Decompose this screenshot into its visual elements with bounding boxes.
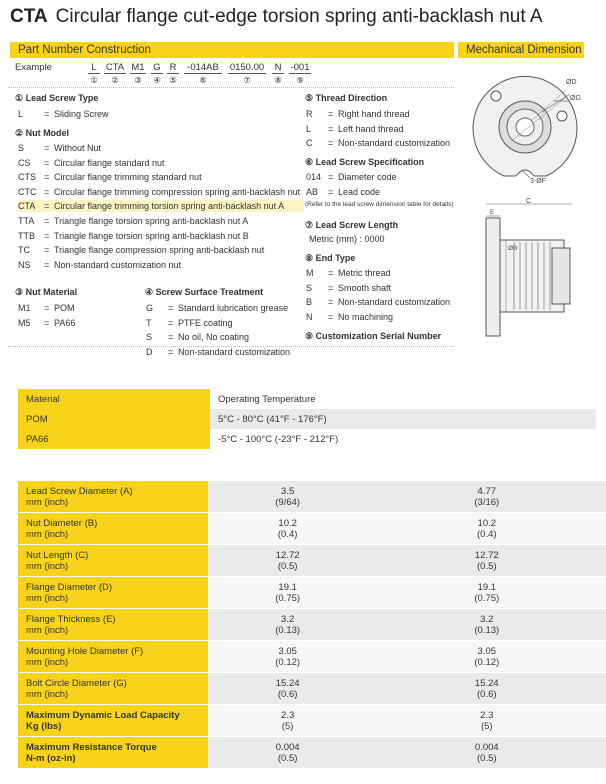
spec-label-cell	[18, 673, 208, 705]
item-key: L	[306, 123, 312, 134]
spec-value: 15.24	[275, 677, 300, 689]
item-value: Non-standard customization nut	[54, 259, 182, 270]
item-value: Sliding Screw	[54, 109, 109, 119]
nut-front-view-drawing	[462, 64, 588, 189]
spec-unit: Kg (lbs)	[26, 720, 62, 732]
item-key: T	[146, 317, 152, 328]
part-code-segment	[228, 62, 266, 86]
spec-label-cell	[18, 577, 208, 609]
item-value: Non-standard customization	[178, 346, 291, 357]
lead-screw-length-text: Metric (mm) : 0000	[309, 234, 385, 244]
spec-value: (0.75)	[474, 592, 500, 604]
page-title	[10, 6, 543, 28]
item-key: M	[306, 268, 314, 278]
spec-value: (0.75)	[275, 592, 301, 604]
spec-value: 0.004	[474, 741, 499, 753]
equals-sign: =	[44, 201, 50, 212]
material-cell: PA66	[18, 429, 210, 449]
spec-value: 3.05	[477, 645, 497, 657]
equals-sign: =	[328, 297, 334, 307]
spec-value-cell	[208, 673, 368, 705]
item-key: CTA	[18, 201, 36, 212]
list-item	[306, 171, 397, 183]
item-value: Circular flange trimming torsion spring anti-backlash nut A	[54, 201, 285, 212]
material-header-row	[18, 389, 596, 409]
item-value: PA66	[54, 317, 76, 328]
item-key: TC	[18, 245, 30, 256]
list-item	[18, 157, 165, 169]
spec-value: (0.5)	[477, 752, 497, 764]
list-item	[18, 142, 101, 154]
spec-unit: mm (inch)	[26, 560, 69, 572]
equals-sign: =	[328, 123, 334, 134]
spec-label: Mounting Hole Diameter (F)	[26, 645, 144, 657]
spec-value-cell	[208, 545, 368, 577]
item-value: PTFE coating	[178, 317, 233, 328]
list-item	[306, 296, 450, 308]
item-key: G	[146, 303, 154, 313]
table-row	[18, 705, 606, 737]
specification-table	[18, 481, 606, 769]
spec-value: 3.5	[281, 485, 295, 497]
item-value: Left hand thread	[338, 123, 404, 134]
part-code-segment	[88, 62, 100, 86]
part-code: -014AB	[184, 62, 222, 74]
spec-value: 0.004	[275, 741, 300, 753]
section-lead-screw-length: ⑦ Lead Screw Length	[305, 220, 399, 230]
part-code: N	[272, 62, 284, 74]
item-key: CS	[18, 157, 31, 168]
equals-sign: =	[44, 230, 50, 241]
spec-value: (0.13)	[474, 624, 500, 636]
item-key: 014	[306, 172, 322, 182]
spec-value: 12.72	[275, 549, 300, 561]
table-row	[18, 577, 606, 609]
part-code: L	[88, 62, 100, 74]
item-key: CTS	[18, 172, 36, 183]
list-item	[306, 267, 391, 279]
item-key: L	[18, 109, 24, 119]
list-item	[18, 317, 75, 329]
spec-unit: mm (inch)	[26, 688, 69, 700]
mounting-hole	[557, 111, 567, 121]
spec-value: 2.3	[281, 709, 295, 721]
spec-value-cell	[208, 481, 368, 513]
part-code-segment	[184, 62, 222, 86]
section-lead-screw-spec: ⑥ Lead Screw Specification	[305, 157, 425, 167]
spec-value-cell	[208, 577, 368, 609]
spec-value-cell	[208, 609, 368, 641]
part-code: G	[151, 62, 163, 74]
equals-sign: =	[44, 109, 50, 119]
section-thread-direction: ⑤ Thread Direction	[305, 93, 388, 103]
equals-sign: =	[44, 259, 50, 270]
dim-label-f: 3-ØF	[530, 178, 546, 185]
list-item	[18, 259, 181, 271]
spec-value: 2.3	[480, 709, 494, 721]
spec-label-cell	[18, 545, 208, 577]
dim-label-d: ØD	[566, 79, 577, 86]
part-code-segment	[104, 62, 126, 86]
part-code-segment	[130, 62, 146, 86]
spec-value-cell	[368, 481, 606, 513]
item-key: N	[306, 311, 313, 322]
dim-label-e: E	[490, 210, 495, 216]
part-code-index: ①	[90, 75, 98, 85]
spec-value: (0.4)	[277, 528, 298, 540]
item-key: B	[306, 297, 313, 307]
table-row	[18, 609, 606, 641]
part-code-index: ⑦	[243, 75, 251, 85]
section-nut-material: ③ Nut Material	[15, 287, 78, 297]
spec-label: Maximum Dynamic Load Capacity	[26, 709, 180, 721]
dim-label-g: ØG	[570, 95, 581, 102]
spec-value: (0.6)	[477, 688, 497, 700]
list-item	[18, 244, 264, 256]
spec-value: 10.2	[278, 517, 297, 529]
anti-backlash-collar	[552, 248, 570, 304]
spec-value: (0.12)	[474, 656, 500, 668]
equals-sign: =	[168, 317, 174, 328]
section-screw-surface: ④ Screw Surface Treatment	[145, 287, 264, 297]
table-row	[18, 545, 606, 577]
table-row	[18, 737, 606, 769]
spec-label: Flange Diameter (D)	[26, 581, 113, 593]
item-value: Without Nut	[54, 143, 102, 153]
item-key: NS	[18, 259, 31, 270]
thread-bore	[516, 118, 534, 136]
spec-label: Nut Length (C)	[26, 549, 89, 561]
spec-value-cell	[208, 513, 368, 545]
spec-unit: N-m (oz-in)	[26, 752, 76, 764]
item-value: Lead code	[338, 186, 381, 197]
item-value: Standard lubrication grease	[178, 303, 289, 313]
table-row	[18, 641, 606, 673]
part-code: R	[167, 62, 179, 74]
table-row	[18, 513, 606, 545]
mechanical-dimension-header: Mechanical Dimension	[458, 42, 584, 58]
list-item	[306, 123, 404, 135]
spec-value: 19.1	[477, 581, 497, 593]
spec-unit: mm (inch)	[26, 624, 69, 636]
equals-sign: =	[328, 268, 334, 278]
spec-label: Bolt Circle Diameter (G)	[26, 677, 127, 689]
spec-label: Flange Thickness (E)	[26, 613, 116, 625]
spec-label-cell	[18, 609, 208, 641]
item-value: Smooth shaft	[338, 282, 392, 293]
item-value: Triangle flange torsion spring anti-backlash nut A	[54, 216, 249, 226]
dim-label-c: C	[526, 198, 532, 205]
list-item	[306, 186, 380, 198]
spec-value: 3.2	[281, 613, 295, 625]
spec-value: (9/64)	[275, 496, 301, 508]
item-key: AB	[306, 186, 319, 197]
item-key: S	[306, 282, 313, 293]
table-row	[18, 673, 606, 705]
spec-label-cell	[18, 737, 208, 769]
item-value: Diameter code	[338, 172, 397, 182]
equals-sign: =	[44, 317, 50, 328]
list-item	[18, 200, 304, 212]
equals-sign: =	[168, 332, 174, 342]
equals-sign: =	[44, 157, 50, 168]
spec-unit: mm (inch)	[26, 656, 69, 668]
spec-label-cell	[18, 705, 208, 737]
material-table	[18, 389, 596, 449]
title-name: Circular flange cut-edge torsion spring anti-backlash nut A	[55, 6, 543, 27]
list-item	[306, 137, 450, 149]
divider	[8, 346, 454, 347]
equals-sign: =	[328, 282, 334, 293]
table-row	[18, 481, 606, 513]
spec-value-cell	[208, 641, 368, 673]
part-code-segment	[151, 62, 163, 86]
spec-value: (0.12)	[275, 656, 301, 668]
spec-note: (Refer to the lead screw dimension table for details)	[305, 201, 454, 208]
list-item	[18, 215, 248, 227]
spec-value: (3/16)	[474, 496, 500, 508]
part-code-index: ⑤	[169, 75, 177, 85]
item-key: D	[146, 346, 153, 357]
item-key: CTC	[18, 186, 37, 197]
spec-value: (0.5)	[277, 752, 298, 764]
part-code-segment	[167, 62, 179, 86]
spec-value: (5)	[281, 720, 294, 732]
item-value: Triangle flange compression spring anti-backlash nut	[54, 245, 265, 256]
spec-label: Nut Diameter (B)	[26, 517, 98, 529]
item-key: M5	[18, 317, 31, 328]
title-code: CTA	[10, 6, 48, 27]
spec-value: 10.2	[477, 517, 497, 529]
spec-value-cell	[208, 705, 368, 737]
spec-unit: mm (inch)	[26, 496, 69, 508]
equals-sign: =	[44, 303, 50, 313]
spec-value: (0.5)	[477, 560, 497, 572]
item-key: S	[18, 143, 25, 153]
part-code: CTA	[105, 62, 125, 73]
item-key: S	[146, 332, 153, 342]
list-item	[306, 108, 410, 120]
list-item	[146, 317, 233, 329]
temperature-header-cell: Operating Temperature	[210, 389, 596, 409]
spec-label-cell	[18, 513, 208, 545]
part-code-index: ⑥	[199, 75, 207, 85]
item-key: TTA	[18, 216, 35, 226]
section-lead-screw-type: ① Lead Screw Type	[15, 93, 99, 103]
spec-unit: mm (inch)	[26, 592, 69, 604]
item-value: Circular flange trimming standard nut	[54, 172, 202, 183]
spec-value: 12.72	[474, 549, 499, 561]
part-code-segment	[289, 62, 311, 86]
spec-value-cell	[368, 705, 606, 737]
spec-value-cell	[368, 673, 606, 705]
equals-sign: =	[328, 311, 334, 322]
section-customization-serial: ⑨ Customization Serial Number	[305, 331, 442, 341]
spec-value-cell	[208, 737, 368, 769]
part-code-index: ③	[134, 75, 142, 85]
spec-label-cell	[18, 641, 208, 673]
part-number-header: Part Number Construction	[10, 42, 454, 58]
spec-value-cell	[368, 513, 606, 545]
flange-side	[486, 218, 500, 336]
list-item	[146, 331, 249, 343]
spec-label: Lead Screw Diameter (A)	[26, 485, 133, 497]
list-item	[306, 311, 393, 323]
list-item	[18, 302, 75, 314]
list-item	[18, 186, 300, 198]
item-value: Triangle flange torsion spring anti-backlash nut B	[54, 230, 249, 241]
spec-value: 3.2	[480, 613, 494, 625]
equals-sign: =	[328, 186, 334, 197]
equals-sign: =	[44, 186, 50, 197]
spec-value: (0.6)	[277, 688, 298, 700]
part-code-segment	[272, 62, 284, 86]
part-code-index: ⑧	[274, 75, 282, 85]
spec-value-cell	[368, 641, 606, 673]
equals-sign: =	[44, 245, 50, 256]
equals-sign: =	[168, 346, 174, 357]
part-code-index: ④	[153, 75, 161, 85]
equals-sign: =	[44, 143, 50, 153]
spec-value: 15.24	[474, 677, 499, 689]
part-code: M1	[131, 62, 145, 73]
equals-sign: =	[44, 172, 50, 183]
temperature-cell: -5°C - 100°C (-23°F - 212°F)	[210, 429, 596, 449]
list-item	[146, 346, 290, 358]
spec-unit: mm (inch)	[26, 528, 69, 540]
temperature-cell: 5°C - 80°C (41°F - 176°F)	[210, 409, 596, 429]
example-label: Example	[15, 62, 52, 73]
spec-value-cell	[368, 577, 606, 609]
spec-label: Maximum Resistance Torque	[26, 741, 157, 753]
item-value: No oil, No coating	[178, 332, 250, 342]
material-cell: POM	[18, 409, 210, 429]
item-key: C	[306, 138, 313, 148]
equals-sign: =	[328, 138, 334, 148]
section-end-type: ⑧ End Type	[305, 253, 356, 263]
spec-value: (5)	[480, 720, 493, 732]
spec-value: (0.5)	[277, 560, 298, 572]
spec-value: 3.05	[278, 645, 297, 657]
item-key: R	[306, 109, 313, 119]
mounting-hole	[491, 91, 501, 101]
spec-value: (0.13)	[275, 624, 301, 636]
item-value: Metric thread	[338, 268, 391, 278]
divider	[8, 87, 454, 88]
spec-value: 4.77	[477, 485, 497, 497]
item-value: Circular flange standard nut	[54, 157, 165, 168]
spec-value-cell	[368, 545, 606, 577]
part-code: 0150.00	[229, 62, 265, 73]
spec-label-cell	[18, 481, 208, 513]
equals-sign: =	[44, 216, 50, 226]
table-row	[18, 429, 596, 449]
item-value: No machining	[338, 311, 394, 322]
item-value: Non-standard customization	[338, 138, 451, 148]
dim-label-b: ØB	[508, 245, 518, 252]
equals-sign: =	[328, 172, 334, 182]
part-code: -001	[290, 62, 310, 73]
section-nut-model: ② Nut Model	[15, 128, 70, 138]
nut-side-view-drawing	[470, 196, 586, 346]
item-value: POM	[54, 303, 75, 313]
part-code-index: ⑨	[296, 75, 304, 85]
spec-value: 19.1	[278, 581, 297, 593]
equals-sign: =	[328, 109, 334, 119]
list-item	[18, 230, 249, 242]
spec-value-cell	[368, 609, 606, 641]
list-item	[18, 171, 202, 183]
spec-value: (0.4)	[477, 528, 497, 540]
list-item	[306, 282, 391, 294]
item-key: M1	[18, 303, 31, 313]
item-value: Non-standard customization	[338, 297, 451, 307]
item-value: Right hand thread	[338, 109, 410, 119]
material-header-cell: Material	[18, 389, 210, 409]
list-item	[18, 108, 109, 120]
equals-sign: =	[168, 303, 174, 313]
spec-value-cell	[368, 737, 606, 769]
list-item	[146, 302, 288, 314]
item-value: Circular flange trimming compression spring anti-backlash nut	[54, 186, 301, 197]
item-key: TTB	[18, 230, 35, 241]
table-row	[18, 409, 596, 429]
part-code-index: ②	[111, 75, 119, 85]
